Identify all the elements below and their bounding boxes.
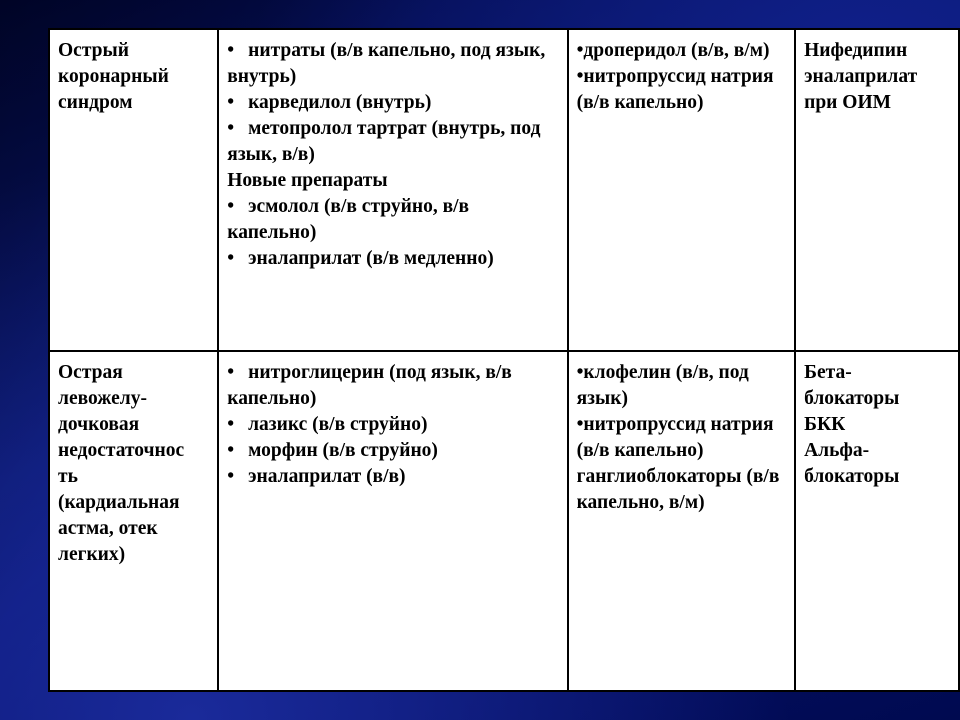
contraindicated-line: блокаторы xyxy=(804,466,900,487)
condition-line: левожелу- xyxy=(58,388,147,409)
drug-text: нитропруссид натрия (в/в капельно) xyxy=(576,414,774,461)
drug-text: нитропруссид натрия (в/в капельно) xyxy=(576,66,774,113)
bullet-marker: • xyxy=(227,92,235,113)
bullet-marker: • xyxy=(576,66,584,87)
list-item xyxy=(227,464,558,490)
bullet-marker: • xyxy=(576,414,584,435)
bullet-marker: • xyxy=(576,362,584,383)
drug-text: метопролол тартрат (внутрь, под язык, в/в) xyxy=(227,118,541,165)
first-line-drugs-cell xyxy=(218,351,567,691)
drug-text: нитроглицерин (под язык, в/в капельно) xyxy=(227,362,512,409)
drug-text: нитраты (в/в капельно, под язык, внутрь) xyxy=(227,40,546,87)
drug-text: Новые препараты xyxy=(227,170,388,191)
drug-text: карведилол (внутрь) xyxy=(248,92,432,113)
list-item xyxy=(227,116,558,168)
list-item xyxy=(227,38,558,90)
list-item xyxy=(227,360,558,412)
bullet-marker: • xyxy=(227,248,235,269)
bullet-marker: • xyxy=(227,466,235,487)
condition-line: ть xyxy=(58,466,78,487)
list-item xyxy=(577,64,787,116)
condition-line: (кардиальная xyxy=(58,492,180,513)
drug-text: клофелин (в/в, под язык) xyxy=(576,362,749,409)
drug-text: эсмолол (в/в струйно, в/в капельно) xyxy=(227,196,470,243)
condition-line: дочковая xyxy=(58,414,140,435)
drug-text: дроперидол (в/в, в/м) xyxy=(583,40,770,61)
contraindicated-line: блокаторы xyxy=(804,388,900,409)
list-item xyxy=(577,360,787,412)
condition-cell xyxy=(49,29,218,351)
first-line-drugs-cell xyxy=(218,29,567,351)
section-heading xyxy=(227,168,558,194)
drug-text: морфин (в/в струйно) xyxy=(248,440,438,461)
list-item xyxy=(227,412,558,438)
bullet-marker: • xyxy=(227,40,235,61)
table-row xyxy=(49,351,959,691)
bullet-marker: • xyxy=(227,414,235,435)
list-item xyxy=(577,412,787,464)
list-item xyxy=(227,194,558,246)
contraindicated-cell xyxy=(795,351,959,691)
list-item xyxy=(227,90,558,116)
alternative-drugs-cell xyxy=(568,29,796,351)
bullet-marker: • xyxy=(227,440,235,461)
alternative-drugs-cell xyxy=(568,351,796,691)
bullet-marker: • xyxy=(227,362,235,383)
contraindicated-line: при ОИМ xyxy=(804,92,892,113)
bullet-marker: • xyxy=(227,118,235,139)
contraindicated-line: Бета- xyxy=(804,362,852,383)
contraindicated-line: Нифедипин xyxy=(804,40,908,61)
condition-line: Острая xyxy=(58,362,123,383)
list-item xyxy=(227,246,558,272)
list-item xyxy=(227,438,558,464)
condition-line: коронарный xyxy=(58,66,169,87)
condition-line: астма, отек xyxy=(58,518,158,539)
condition-line: Острый xyxy=(58,40,129,61)
drug-text: эналаприлат (в/в медленно) xyxy=(248,248,494,269)
table-row xyxy=(49,29,959,351)
drug-table xyxy=(48,28,960,692)
condition-line: легких) xyxy=(58,544,126,565)
list-item xyxy=(577,464,787,516)
contraindicated-line: эналаприлат xyxy=(804,66,918,87)
bullet-marker: • xyxy=(227,196,235,217)
contraindicated-line: БКК xyxy=(804,414,846,435)
bullet-marker: • xyxy=(576,40,584,61)
condition-line: синдром xyxy=(58,92,133,113)
drug-text: лазикс (в/в струйно) xyxy=(248,414,428,435)
drug-text: эналаприлат (в/в) xyxy=(248,466,406,487)
contraindicated-line: Альфа- xyxy=(804,440,870,461)
list-item xyxy=(577,38,787,64)
drug-text: ганглиоблокаторы (в/в капельно, в/м) xyxy=(576,466,780,513)
condition-cell xyxy=(49,351,218,691)
contraindicated-cell xyxy=(795,29,959,351)
condition-line: недостаточнос xyxy=(58,440,185,461)
